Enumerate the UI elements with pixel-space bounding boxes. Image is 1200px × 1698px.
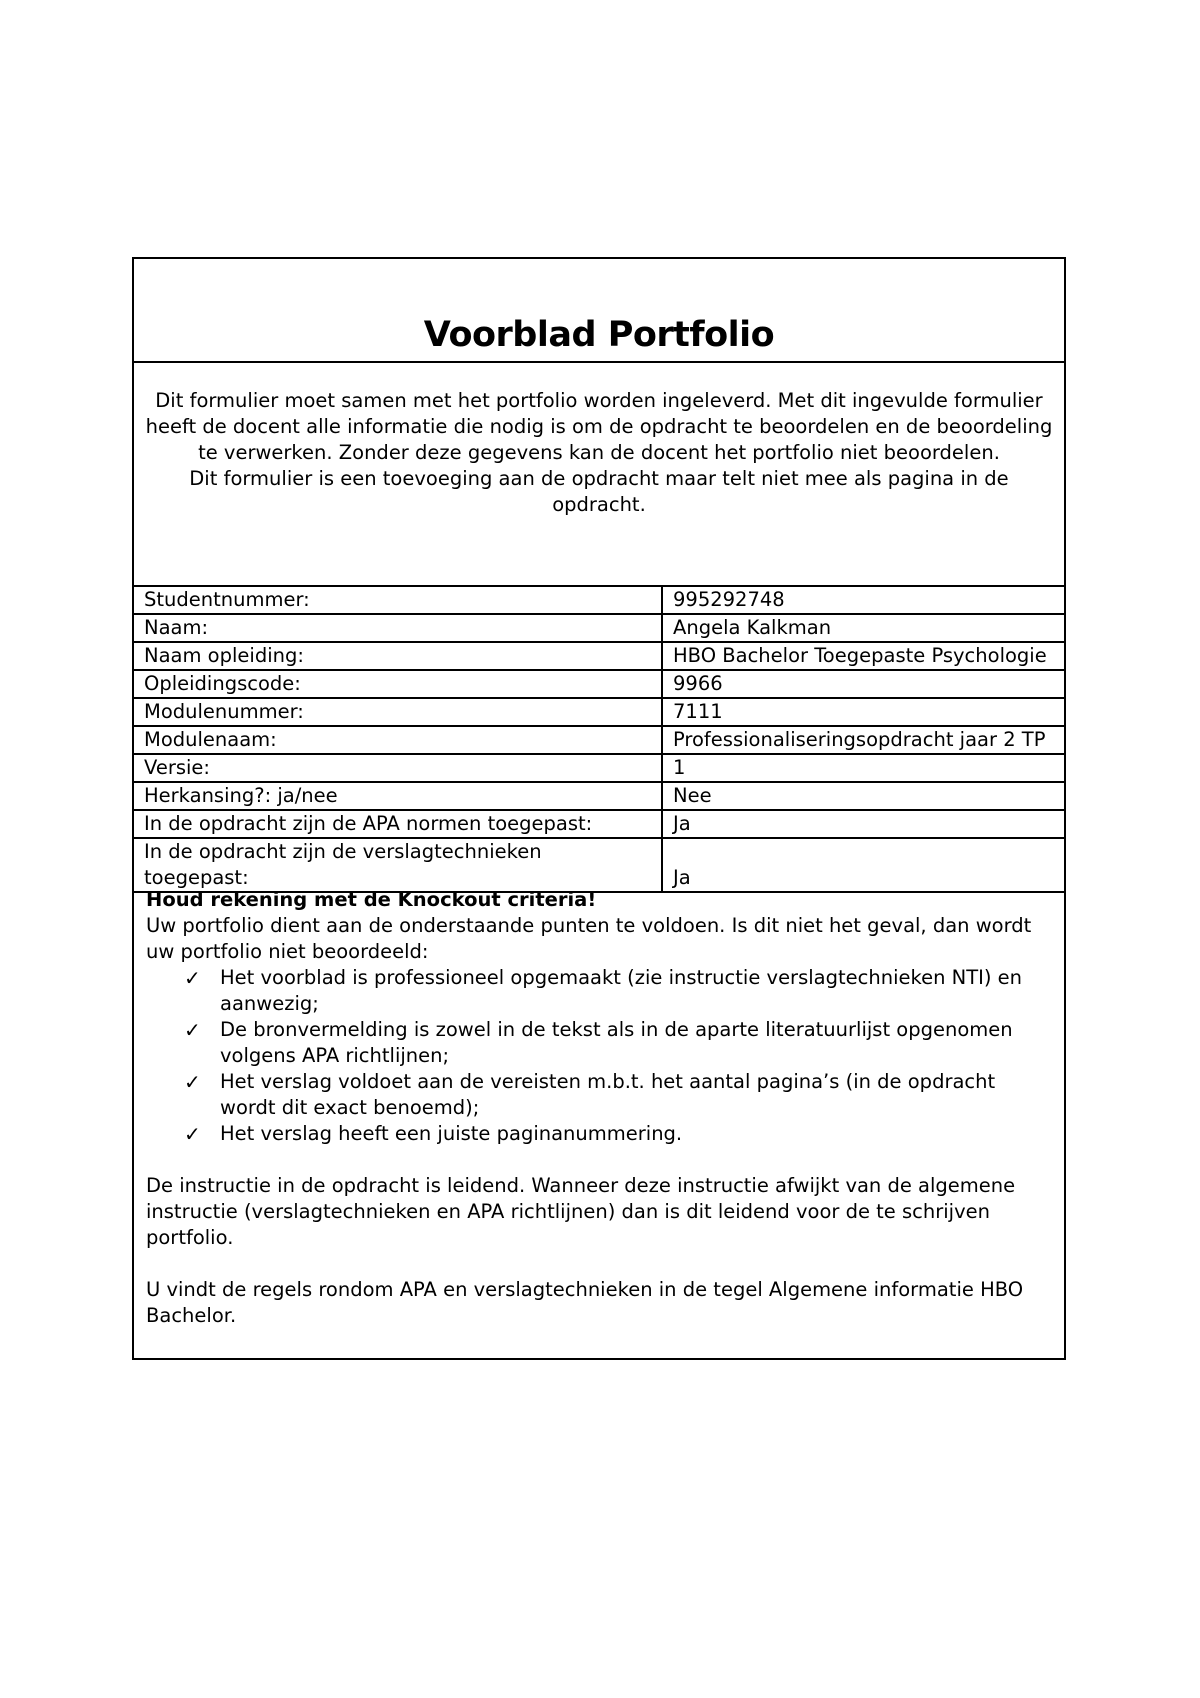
table-row [134, 754, 1064, 782]
knockout-criteria-list [146, 965, 1052, 1147]
field-label-resit: Herkansing?: ja/nee [134, 782, 662, 810]
knockout-section [134, 865, 1064, 1329]
instruction-paragraph: De instructie in de opdracht is leidend. Wanneer deze instructie afwijkt van de algemene instructie (verslagtechnieken en APA richtlijnen) dan is dit leidend voor de te schrijven portfolio. [146, 1174, 1016, 1249]
check-icon: ✓ [184, 1070, 201, 1094]
field-label-program-name: Naam opleiding: [134, 642, 662, 670]
criterion-text: Het verslag voldoet aan de vereisten m.b.t. het aantal pagina’s (in de opdracht wordt dit exact benoemd); [220, 1070, 996, 1119]
spacer [146, 1147, 1052, 1173]
criterion-text: Het voorblad is professioneel opgemaakt (zie instructie verslagtechnieken NTI) en aanwezig; [220, 966, 1023, 1015]
field-label-program-code: Opleidingscode: [134, 670, 662, 698]
check-icon: ✓ [184, 1018, 201, 1042]
table-row [134, 726, 1064, 754]
knockout-lead: Uw portfolio dient aan de onderstaande punten te voldoen. Is dit niet het geval, dan wordt uw portfolio niet beoordeeld: [146, 914, 1032, 963]
field-value-student-number: 995292748 [662, 587, 1064, 614]
field-label-name: Naam: [134, 614, 662, 642]
check-icon: ✓ [184, 1122, 201, 1146]
list-item [184, 1069, 1052, 1121]
intro-section [134, 363, 1064, 587]
field-value-module-name: Professionaliseringsopdracht jaar 2 TP [662, 726, 1064, 754]
knockout-heading: Houd rekening met de Knockout criteria! [146, 888, 597, 911]
list-item [184, 1121, 1052, 1147]
title-row [134, 259, 1064, 363]
cover-sheet-form [132, 257, 1066, 1360]
field-value-version: 1 [662, 754, 1064, 782]
field-value-module-number: 7111 [662, 698, 1064, 726]
table-row [134, 642, 1064, 670]
field-value-program-name: HBO Bachelor Toegepaste Psychologie [662, 642, 1064, 670]
field-label-module-number: Modulenummer: [134, 698, 662, 726]
spacer [146, 1251, 1052, 1277]
student-info-table [134, 587, 1064, 893]
table-row [134, 782, 1064, 810]
table-row [134, 670, 1064, 698]
field-value-name: Angela Kalkman [662, 614, 1064, 642]
table-row [134, 587, 1064, 614]
criterion-text: Het verslag heeft een juiste paginanummering. [220, 1122, 683, 1145]
table-row [134, 810, 1064, 838]
field-label-version: Versie: [134, 754, 662, 782]
intro-paragraph: Dit formulier moet samen met het portfolio worden ingeleverd. Met dit ingevulde formulier heeft de docent alle informatie die nodig is om de opdracht te beoordelen en de beoordeling te verwerken. Zonder deze gegevens kan de docent het portfolio niet beoordelen. [145, 389, 1053, 464]
list-item [184, 965, 1052, 1017]
intro-note: Dit formulier is een toevoeging aan de opdracht maar telt niet mee als pagina in de opdracht. [189, 467, 1009, 516]
field-label-student-number: Studentnummer: [134, 587, 662, 614]
field-label-apa-applied: In de opdracht zijn de APA normen toegepast: [134, 810, 662, 838]
field-value-apa-applied: Ja [662, 810, 1064, 838]
field-value-program-code: 9966 [662, 670, 1064, 698]
list-item [184, 1017, 1052, 1069]
field-value-resit: Nee [662, 782, 1064, 810]
field-value-report-techniques: Ja [662, 838, 1064, 892]
table-row [134, 698, 1064, 726]
page-title: Voorblad Portfolio [423, 315, 775, 355]
field-label-module-name: Modulenaam: [134, 726, 662, 754]
criterion-text: De bronvermelding is zowel in de tekst als in de aparte literatuurlijst opgenomen volgens APA richtlijnen; [220, 1018, 1013, 1067]
check-icon: ✓ [184, 966, 201, 990]
table-row [134, 614, 1064, 642]
field-label-report-techniques: In de opdracht zijn de verslagtechnieken toegepast: [134, 838, 662, 892]
rules-paragraph: U vindt de regels rondom APA en verslagtechnieken in de tegel Algemene informatie HBO Bachelor. [146, 1278, 1024, 1327]
